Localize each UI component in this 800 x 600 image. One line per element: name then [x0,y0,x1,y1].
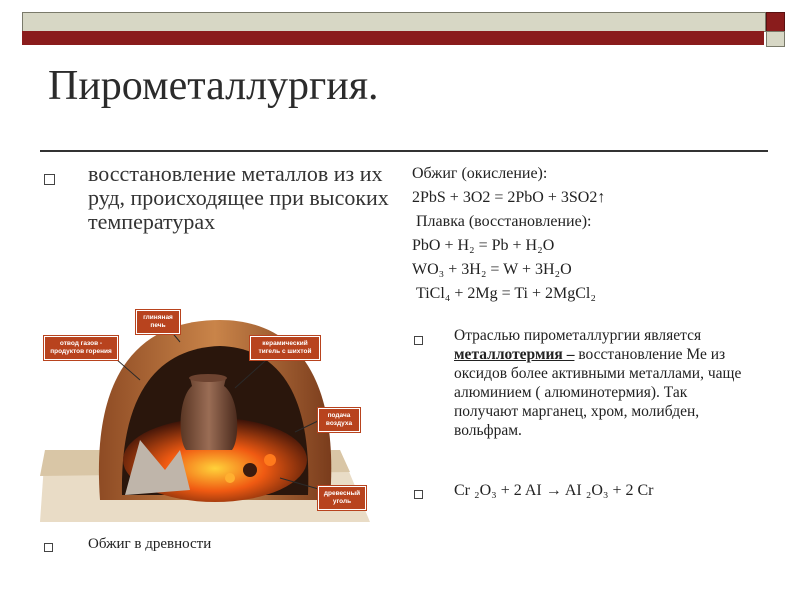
label-charcoal: древесный уголь [318,486,366,510]
furnace-illustration [40,300,370,522]
reaction-bullet: Cr ₂O₃ + 2 AI → AI ₂O₃ + 2 Cr [454,482,654,499]
bullet-icon [414,490,423,499]
bullet-icon [44,543,53,552]
equation-3: TiCl₄ + 2Mg = Ti + 2MgCl₂ [416,285,596,302]
crucible-rim [189,374,227,382]
metallothermy-body: восстановление Ме из оксидов более активными металлами, чаще алюминием ( алюминотермия). Так получают марганец, хром, молибден, вольфрам. [454,346,742,439]
coal-piece [264,454,276,466]
equation-list [412,162,605,306]
coal-piece [243,463,257,477]
label-clay-furnace: глиняная печь [136,310,180,334]
definition-bullet: восстановление металлов из их руд, происходящее при высоких температурах [88,161,389,234]
image-caption: Обжиг в древности [88,536,212,552]
corner-square-light [766,31,785,47]
roast-header: Обжиг (окисление): [412,165,548,182]
corner-square-dark [766,12,785,32]
metallothermy-term: металлотермия – [454,346,575,363]
title-divider [40,150,768,152]
header-bar-top [22,12,766,32]
label-crucible: керамический тигель с шихтой [250,336,320,360]
metallothermy-bullet [454,326,754,440]
melt-header: Плавка (восстановление): [416,213,592,230]
label-air-supply: подача воздуха [318,408,360,432]
equation-1: PbO + H₂ = Pb + H₂O [412,237,555,254]
label-gas-outlet: отвод газов - продуктов горения [44,336,118,360]
metallothermy-intro: Отраслью пирометаллургии является [454,327,702,344]
header-bar-accent [22,31,764,45]
equation-2: WO₃ + 3H₂ = W + 3H₂O [412,261,572,278]
bullet-icon [44,174,55,185]
bullet-icon [414,336,423,345]
roast-equation: 2PbS + 3O2 = 2PbO + 3SO2↑ [412,189,606,206]
coal-piece [225,473,235,483]
page-title: Пирометаллургия. [48,63,379,109]
